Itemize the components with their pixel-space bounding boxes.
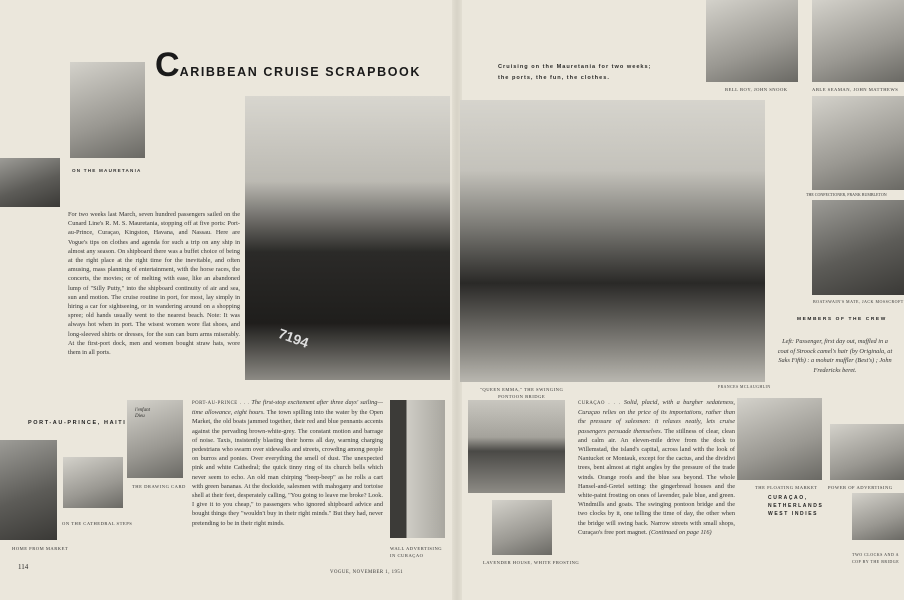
- continued-link[interactable]: (Continued on page 116): [648, 528, 712, 536]
- floating-market-photo: [737, 398, 822, 480]
- caption-on-mauretania: ON THE MAURETANIA: [72, 168, 142, 173]
- headline: [155, 46, 421, 85]
- able-seaman-photo: [812, 0, 904, 82]
- caption-able-seaman: ABLE SEAMAN, JOHN MATTHEWS: [812, 87, 899, 92]
- caption-queen-emma: [480, 386, 563, 400]
- pap-body: The town spilling into the water by the Open Market, the old boats jammed together, their red and blue pennants accents against the pervading brown-white-grey. The constant motion and barrage of noise. Taxis, insistently blasting their horns all day, warning charging pedestrians who swarm over sidewalks and streets, crowding among people on burros and ponies. Over everything the smell of dust. The unexpected pink and white Cathedral; the quick tinny ring of its church bells which never seem to echo. An old man chirping "beep-beep" as he rolls a cart with green bananas. At the dockside, salesmen with mahogany and tortoise shell at their feet, desperately calling, "You going to leave me broke? Look. I give it to you cheap," to passengers who ignored shipboard advice and bought things they "wouldn't buy in their right minds." But they had, never pretending to be in their right minds.: [192, 409, 383, 527]
- power-advertising-photo: [830, 424, 904, 480]
- headline-initial: C: [155, 46, 180, 84]
- cathedral-steps-photo: [63, 457, 123, 508]
- caption-drawing-card: THE DRAWING CARD: [132, 484, 186, 489]
- home-from-market-photo: [0, 440, 57, 540]
- page-number: 114: [18, 563, 29, 571]
- caption-home-market: HOME FROM MARKET: [12, 546, 69, 551]
- caption-two-clocks: [852, 551, 899, 565]
- passenger-deck-chair-photo-left: [245, 96, 450, 380]
- curacao-line1: CURAÇAO,: [768, 495, 808, 501]
- intro-text: For two weeks last March, seven hundred passengers sailed on the Cunard Line's R. M. S. Mauretania, stopping off at five ports: Port-au-Prince, Curaçao, Kingston, Havana, and Nassau. Here are Vogue's tips on clothes and agenda for such a trip on any ship in almost any season. On shipboard there was a buffet choice of being at the right place at the right time for the inevitable, and often amusing, mass planning of entertainment, with the horse races, the concerts, the movies; or of melting with ease, like an abandoned lump of "Silly Putty," into the shipboard continuity of air and sea, sun and motion. The cruise routine in port, for most, lay simply in hiring a car for sightseeing, or in wandering around on a shopping spree; old hands usually went to the nearest beach. Note: It was always hot when in port. The wisest women wore flat shoes, and long-sleeved shirts or dresses, for the sun can burn arms miserably. At the first-port dock, men and women bought straw hats, wore them in all ports.: [68, 211, 240, 357]
- passenger-deck-chair-photo-right: [460, 100, 765, 382]
- boatswain-photo: [812, 200, 904, 295]
- caption-wall-ad: [390, 545, 442, 559]
- two-clocks-photo: [852, 493, 904, 540]
- port-au-prince-text: [192, 398, 383, 528]
- caption-power-ad: POWER OF ADVERTISING: [828, 485, 893, 490]
- two-clocks-line1: TWO CLOCKS AND A: [852, 552, 900, 557]
- footer-magazine: VOGUE, NOVEMBER 1, 1951: [330, 570, 404, 575]
- heading-curacao: [768, 494, 823, 518]
- caption-boatswain: BOATSWAIN'S MATE, JACK MOSSCROFT: [813, 299, 904, 304]
- lavender-house-photo: [492, 500, 552, 555]
- subtitle-line2: the ports, the fun, the clothes.: [498, 75, 610, 81]
- photo-credit: FRANCES MCLAUGHLIN: [718, 385, 771, 389]
- wall-ad-line2: IN CURAÇAO: [390, 553, 424, 558]
- wall-ad-line1: WALL ADVERTISING: [390, 546, 443, 551]
- heading-haiti: PORT-AU-PRINCE, HAITI: [28, 420, 127, 426]
- curacao-text: [578, 398, 735, 537]
- pap-italic: The first-stop excitement after three days' sailing—time allowance, eight hours.: [192, 399, 383, 417]
- heading-members-crew: MEMBERS OF THE CREW: [797, 317, 887, 322]
- confectioner-photo: [812, 96, 904, 190]
- queen-emma-line2: PONTOON BRIDGE: [498, 394, 546, 399]
- passenger-caption: Left: Passenger, first day out, muffled in a coat of Stroock camel's hair (by Originala, at Saks Fifth) : a mohair muffler (Best's) ; John Fredericks beret.: [777, 338, 893, 374]
- bell-boy-photo: [706, 0, 798, 82]
- subtitle: [498, 62, 652, 84]
- caption-confectioner: THE CONFECTIONER, FRANK BUMBLETON: [806, 191, 887, 197]
- queen-emma-line1: "QUEEN EMMA," THE SWINGING: [480, 387, 564, 392]
- curacao-line2: NETHERLANDS: [768, 503, 824, 509]
- cur-italic: Solid, placid, with a burgher sedateness, Curaçao relies on the price of its importations, rather than the pressure of salesmen: it relaxes neatly, lets cruise passengers persuade themselves.: [578, 399, 735, 435]
- headline-text: ARIBBEAN CRUISE SCRAPBOOK: [179, 65, 421, 79]
- cur-lead: CURAÇAO . . .: [578, 401, 621, 406]
- wall-advertising-photo: [390, 400, 445, 538]
- curacao-line3: WEST INDIES: [768, 511, 819, 517]
- caption-bell-boy: BELL BOY, JOHN SNOOK: [725, 87, 788, 92]
- deck-number: 7194: [276, 325, 311, 351]
- pontoon-bridge-photo: [468, 400, 565, 493]
- cur-body: The stillness of clear, clean and calm air. An eleven-mile drive from the dock to Willemstad, the island's capital, across land with the look of Nantucket or Montauk, except for the cactus, and the dividivi trees, bent almost at right angles by the pressure of the trade winds. Orange roofs and the blue sea beyond. The whole Hansel-and-Gretel setting: the gingerbread houses and the white-paint frosting on ones of lavender, pale blue, and green. Windmills and goats. The swinging pontoon bridge and the two clocks by it, one telling the time of day, the other when the bridge will swing back. Narrow streets with small shops, Curaçao's free port magnet.: [578, 427, 735, 536]
- ship-rail-photo: [0, 158, 60, 207]
- lifeboat-photo: [70, 62, 145, 158]
- caption-floating: THE FLOATING MARKET: [755, 485, 818, 490]
- sign-text: l'enfant Dieu: [135, 408, 150, 419]
- caption-cathedral: ON THE CATHEDRAL STEPS: [62, 521, 133, 526]
- caption-lavender: LAVENDER HOUSE, WHITE FROSTING: [483, 560, 580, 565]
- subtitle-line1: Cruising on the Mauretania for two weeks;: [498, 64, 652, 70]
- pap-lead: PORT-AU-PRINCE . . .: [192, 401, 250, 406]
- two-clocks-line2: COP BY THE BRIDGE: [852, 559, 900, 564]
